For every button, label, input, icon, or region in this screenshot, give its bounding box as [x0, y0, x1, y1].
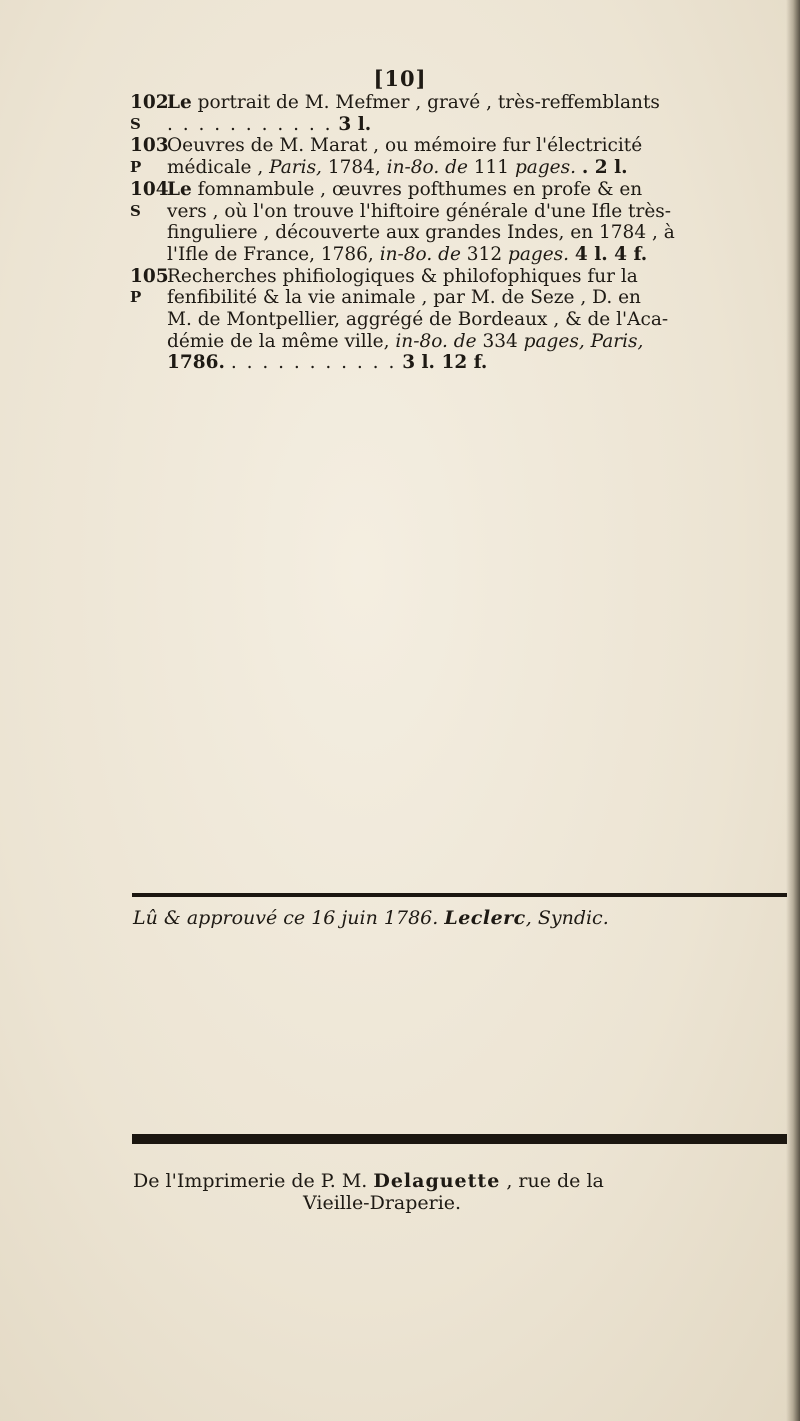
entry-line: [167, 157, 780, 179]
entry-line: [167, 114, 780, 136]
catalogue-entry-103: [130, 135, 780, 178]
printer-line: [133, 1170, 604, 1192]
entry-lead-word: Le: [167, 178, 192, 200]
entry-mark: P: [130, 288, 142, 307]
entry-text: l'Ifle de France, 1786,: [167, 243, 380, 265]
catalogue-entry-105: [130, 266, 780, 375]
entry-line: [167, 331, 780, 353]
entry-price: 3 l. 12 f.: [402, 352, 488, 374]
approval-name: Leclerc: [444, 907, 526, 929]
page-number: [10]: [373, 66, 427, 91]
entry-mark: P: [130, 158, 142, 177]
entry-line: vers , où l'on trouve l'hiftoire générale d'une Ifle très-: [167, 200, 672, 222]
approval-line: [133, 907, 793, 929]
catalogue-entry-102: [130, 92, 780, 135]
entry-lead-word: Le: [167, 92, 192, 113]
printer-text: De l'Imprimerie de P. M.: [133, 1170, 374, 1192]
entry-year: 1786.: [167, 352, 225, 374]
entry-text: 1784,: [321, 157, 387, 179]
ornamental-rule: [132, 1134, 787, 1144]
divider-rule: [132, 893, 787, 897]
approval-title: , Syndic.: [525, 907, 609, 929]
catalogue-entry-104: [130, 179, 780, 266]
entry-body: [167, 179, 780, 266]
entry-line: [167, 244, 780, 266]
entry-line: [167, 92, 780, 114]
entry-format: in-8o. de: [386, 157, 468, 179]
entry-mark: S: [130, 114, 141, 133]
entry-text: 334: [476, 330, 524, 352]
entry-number: 104: [130, 178, 169, 200]
entry-number: 105: [130, 265, 169, 287]
entry-gutter: [130, 179, 167, 266]
entry-place: Paris,: [269, 157, 322, 179]
entry-price: 3 l.: [338, 113, 372, 135]
entry-format: in-8o. de: [379, 243, 461, 265]
entry-format: in-8o. de: [395, 330, 477, 352]
approval-text: Lû & approuvé ce 16 juin 1786.: [133, 907, 445, 929]
entry-pages: pages.: [514, 157, 577, 179]
entry-price: . 2 l.: [581, 157, 628, 179]
entry-number: 103: [130, 135, 169, 157]
entry-price: 4 l. 4 f.: [574, 243, 648, 265]
entry-gutter: [130, 92, 167, 135]
entry-text: démie de la même ville,: [167, 330, 396, 352]
entry-body: [167, 266, 780, 375]
printer-imprint: [133, 1170, 793, 1214]
entry-text: portrait de M. Mefmer , gravé , très-reffemblants: [191, 92, 660, 113]
printer-address: Vieille-Draperie.: [303, 1192, 462, 1214]
entry-line: Oeuvres de M. Marat , ou mémoire fur l'électricité: [167, 135, 643, 157]
leader-dots: . . . . . . . . . . .: [167, 113, 333, 135]
entry-line: Recherches phifiologiques & philofophiques fur la: [167, 265, 638, 287]
printer-name: Delaguette: [373, 1170, 501, 1192]
entry-text: médicale ,: [167, 157, 270, 179]
entry-line: finguliere , découverte aux grandes Indes, en 1784 , à: [167, 222, 675, 244]
entry-pages: pages.: [507, 243, 570, 265]
entry-line: [167, 179, 780, 201]
entry-line: fenfibilité & la vie animale , par M. de Seze , D. en: [167, 287, 641, 309]
entry-gutter: [130, 266, 167, 375]
catalogue-entries: [130, 92, 780, 374]
entry-body: [167, 92, 780, 135]
entry-pages: pages, Paris,: [523, 330, 644, 352]
entry-line: M. de Montpellier, aggrégé de Bordeaux , & de l'Aca-: [167, 309, 669, 331]
entry-text: fomnambule , œuvres pofthumes en profe & en: [191, 178, 643, 200]
leader-dots: . . . . . . . . . . .: [230, 352, 397, 374]
entry-number: 102: [130, 92, 169, 113]
printer-text: , rue de la: [500, 1170, 604, 1192]
entry-text: 111: [467, 157, 515, 179]
entry-line: [167, 352, 780, 374]
entry-mark: S: [130, 201, 141, 220]
entry-text: 312: [460, 243, 508, 265]
entry-body: [167, 135, 780, 178]
entry-gutter: [130, 135, 167, 178]
